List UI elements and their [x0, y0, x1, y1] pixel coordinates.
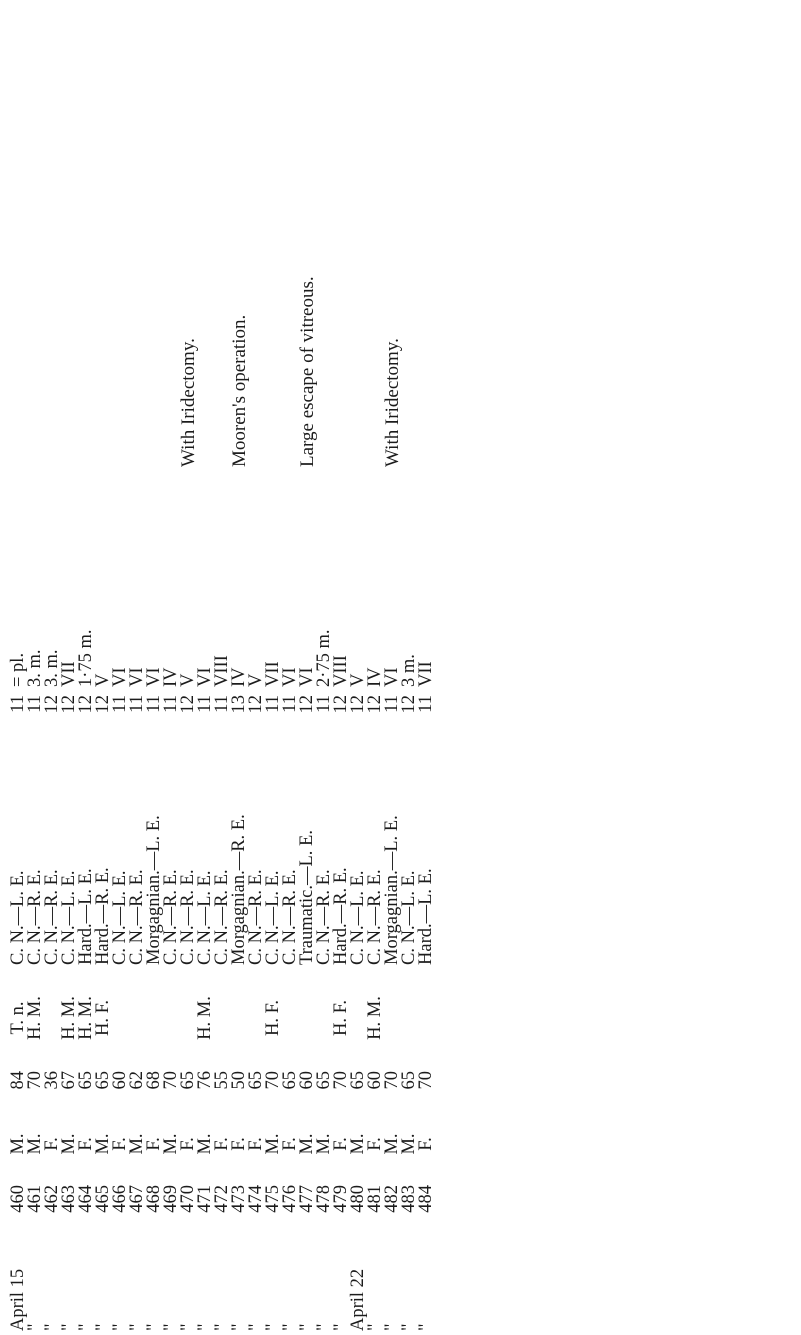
days-cell: 12	[399, 695, 419, 714]
diagnosis-cell: Hard.—L. E.	[416, 868, 436, 965]
remarks-cell: Large escape of vitreous.	[297, 276, 318, 467]
tension-cell	[299, 969, 316, 1067]
tension-cell	[231, 969, 248, 1067]
vision-result-cell: V	[348, 673, 368, 687]
case-number-cell: 476	[280, 1185, 300, 1213]
remarks-cell: With Iridectomy.	[382, 338, 403, 467]
remarks-cell	[350, 0, 367, 471]
diagnosis-cell: C. N.—L. E.	[348, 870, 368, 965]
remarks-cell	[129, 0, 146, 471]
date-cell: "	[399, 1323, 419, 1331]
diagnosis-cell: C. N.—R. E.	[25, 869, 45, 965]
table-row	[163, 0, 180, 1335]
date-cell: "	[110, 1323, 130, 1331]
case-number-cell: 477	[297, 1185, 317, 1213]
sex-cell: M.	[382, 1133, 402, 1155]
case-number-cell: 467	[127, 1185, 147, 1213]
case-number-cell: 460	[8, 1185, 28, 1213]
vision-result-cell: 1·75 m.	[76, 629, 96, 687]
days-cell: 11	[212, 695, 232, 713]
case-number-cell: 463	[59, 1185, 79, 1213]
diagnosis-cell: C. N.—R. E.	[246, 869, 266, 965]
sex-cell: M.	[263, 1133, 283, 1155]
sex-cell: F.	[76, 1137, 96, 1151]
date-cell: "	[76, 1323, 96, 1331]
diagnosis-cell: Morgagnian.—L. E.	[144, 815, 164, 965]
age-cell: 65	[246, 1071, 266, 1090]
diagnosis-cell: C. N.—L. E.	[195, 870, 215, 965]
age-cell: 70	[382, 1071, 402, 1090]
age-cell: 36	[42, 1071, 62, 1090]
sex-cell: M.	[314, 1133, 334, 1155]
age-cell: 65	[314, 1071, 334, 1090]
tension-cell: H. F.	[263, 999, 283, 1037]
remarks-cell	[418, 0, 435, 471]
diagnosis-cell: Hard.—L. E.	[76, 868, 96, 965]
sex-cell: M.	[59, 1133, 79, 1155]
remarks-cell	[333, 0, 350, 471]
date-cell: "	[365, 1323, 385, 1331]
vision-result-cell: IV	[229, 667, 249, 687]
vision-result-cell: VII	[59, 661, 79, 687]
diagnosis-cell: C. N.—R. E.	[161, 869, 181, 965]
sex-cell: F.	[416, 1137, 436, 1151]
days-cell: 11	[110, 695, 130, 713]
diagnosis-cell: C. N.—L. E.	[399, 870, 419, 965]
date-cell: April 15	[8, 1268, 28, 1331]
sex-cell: F.	[110, 1137, 130, 1151]
tension-cell	[401, 969, 418, 1067]
diagnosis-cell: C. N.—R. E.	[42, 869, 62, 965]
days-cell: 11	[314, 695, 334, 713]
diagnosis-cell: Hard.—R. E.	[331, 867, 351, 965]
date-cell: "	[416, 1323, 436, 1331]
diagnosis-cell: C. N.—R. E.	[178, 869, 198, 965]
sex-cell: F.	[144, 1137, 164, 1151]
vision-result-cell: 3. m.	[25, 649, 45, 687]
days-cell: 12	[365, 695, 385, 714]
tension-cell: H. F.	[331, 999, 351, 1037]
sex-cell: F.	[365, 1137, 385, 1151]
sex-cell: M.	[93, 1133, 113, 1155]
tension-cell	[418, 969, 435, 1067]
sex-cell: F.	[331, 1137, 351, 1151]
sex-cell: F.	[229, 1137, 249, 1151]
case-number-cell: 482	[382, 1185, 402, 1213]
date-cell: April 22	[348, 1268, 368, 1331]
age-cell: 67	[59, 1071, 79, 1090]
diagnosis-cell: C. N.—R. E.	[127, 869, 147, 965]
remarks-cell	[112, 0, 129, 471]
days-cell: 13	[229, 695, 249, 714]
diagnosis-cell: Traumatic.—L. E.	[297, 830, 317, 965]
date-cell: "	[212, 1323, 232, 1331]
vision-result-cell: VI	[110, 667, 130, 687]
tension-cell: H. M.	[365, 996, 385, 1040]
remarks-cell: With Iridectomy.	[178, 338, 199, 467]
remarks-cell	[27, 0, 44, 471]
vision-result-cell: VI	[144, 667, 164, 687]
age-cell: 70	[25, 1071, 45, 1090]
days-cell: 11	[416, 695, 436, 713]
case-number-cell: 466	[110, 1185, 130, 1213]
date-cell: "	[161, 1323, 181, 1331]
tension-cell: H. M.	[25, 996, 45, 1040]
date-cell: "	[93, 1323, 113, 1331]
days-cell: 11	[195, 695, 215, 713]
age-cell: 84	[8, 1071, 28, 1090]
days-cell: 12	[93, 695, 113, 714]
diagnosis-cell: C. N.—L. E.	[263, 870, 283, 965]
age-cell: 65	[93, 1071, 113, 1090]
vision-result-cell: 2·75 m.	[314, 629, 334, 687]
remarks-cell	[265, 0, 282, 471]
tension-cell	[214, 969, 231, 1067]
date-cell: "	[144, 1323, 164, 1331]
remarks-cell	[95, 0, 112, 471]
sex-cell: M.	[127, 1133, 147, 1155]
date-cell: "	[229, 1323, 249, 1331]
remarks-cell	[146, 0, 163, 471]
case-number-cell: 474	[246, 1185, 266, 1213]
diagnosis-cell: C. N.—R. E.	[280, 869, 300, 965]
age-cell: 62	[127, 1071, 147, 1090]
tension-cell	[384, 969, 401, 1067]
diagnosis-cell: C. N.—R. E.	[314, 869, 334, 965]
case-number-cell: 475	[263, 1185, 283, 1213]
age-cell: 70	[161, 1071, 181, 1090]
date-cell: "	[42, 1323, 62, 1331]
diagnosis-cell: Hard.—R. E.	[93, 867, 113, 965]
remarks-cell: Mooren's operation.	[229, 314, 250, 467]
vision-result-cell: V	[93, 673, 113, 687]
date-cell: "	[314, 1323, 334, 1331]
days-cell: 12	[59, 695, 79, 714]
age-cell: 68	[144, 1071, 164, 1090]
diagnosis-cell: C. N.—L. E.	[8, 870, 28, 965]
table-row	[418, 0, 435, 1335]
vision-result-cell: VIII	[212, 655, 232, 687]
sex-cell: F.	[246, 1137, 266, 1151]
sex-cell: F.	[42, 1137, 62, 1151]
vision-result-cell: VI	[127, 667, 147, 687]
tension-cell: H. M.	[195, 996, 215, 1040]
case-number-cell: 483	[399, 1185, 419, 1213]
diagnosis-cell: Morgagnian.—R. E.	[229, 814, 249, 965]
case-number-cell: 470	[178, 1185, 198, 1213]
diagnosis-cell: C. N.—L. E.	[110, 870, 130, 965]
age-cell: 65	[178, 1071, 198, 1090]
case-number-cell: 462	[42, 1185, 62, 1213]
sex-cell: M.	[8, 1133, 28, 1155]
days-cell: 11	[8, 695, 28, 713]
vision-result-cell: 3 m.	[399, 654, 419, 687]
age-cell: 60	[365, 1071, 385, 1090]
case-number-cell: 481	[365, 1185, 385, 1213]
days-cell: 12	[297, 695, 317, 714]
tension-cell: H. M.	[59, 996, 79, 1040]
days-cell: 11	[144, 695, 164, 713]
remarks-cell	[78, 0, 95, 471]
table-row	[231, 0, 248, 1335]
tension-cell	[146, 969, 163, 1067]
age-cell: 65	[399, 1071, 419, 1090]
vision-result-cell: IV	[365, 667, 385, 687]
case-number-cell: 478	[314, 1185, 334, 1213]
days-cell: 12	[76, 695, 96, 714]
vision-result-cell: V	[178, 673, 198, 687]
age-cell: 65	[76, 1071, 96, 1090]
tension-cell: T. n.	[8, 1001, 28, 1035]
vision-result-cell: VI	[195, 667, 215, 687]
case-number-cell: 484	[416, 1185, 436, 1213]
vision-result-cell: VI	[382, 667, 402, 687]
age-cell: 50	[229, 1071, 249, 1090]
sex-cell: M.	[195, 1133, 215, 1155]
date-cell: "	[178, 1323, 198, 1331]
diagnosis-cell: C. N.—R. E.	[365, 869, 385, 965]
vision-result-cell: 3. m.	[42, 649, 62, 687]
tension-cell: H. M.	[76, 996, 96, 1040]
date-cell: "	[195, 1323, 215, 1331]
diagnosis-cell: C. N.—L. E.	[59, 870, 79, 965]
vision-result-cell: VII	[263, 661, 283, 687]
case-number-cell: 464	[76, 1185, 96, 1213]
age-cell: 60	[297, 1071, 317, 1090]
cataract-cases-table	[10, 0, 435, 1335]
sex-cell: M.	[399, 1133, 419, 1155]
date-cell: "	[59, 1323, 79, 1331]
vision-result-cell: VIII	[331, 655, 351, 687]
vision-result-cell: VI	[280, 667, 300, 687]
age-cell: 65	[280, 1071, 300, 1090]
remarks-cell	[401, 0, 418, 471]
sex-cell: M.	[297, 1133, 317, 1155]
age-cell: 65	[348, 1071, 368, 1090]
sex-cell: F.	[212, 1137, 232, 1151]
date-cell: "	[263, 1323, 283, 1331]
sex-cell: M.	[348, 1133, 368, 1155]
date-cell: "	[297, 1323, 317, 1331]
date-cell: "	[382, 1323, 402, 1331]
vision-result-cell: = pl.	[8, 652, 28, 687]
diagnosis-cell: Morgagnian.—L. E.	[382, 815, 402, 965]
remarks-cell	[61, 0, 78, 471]
date-cell: "	[331, 1323, 351, 1331]
age-cell: 60	[110, 1071, 130, 1090]
days-cell: 12	[348, 695, 368, 714]
days-cell: 11	[263, 695, 283, 713]
remarks-cell	[44, 0, 61, 471]
case-number-cell: 473	[229, 1185, 249, 1213]
days-cell: 12	[178, 695, 198, 714]
days-cell: 11	[25, 695, 45, 713]
tension-cell	[129, 969, 146, 1067]
days-cell: 11	[382, 695, 402, 713]
age-cell: 55	[212, 1071, 232, 1090]
date-cell: "	[280, 1323, 300, 1331]
case-rows	[10, 0, 435, 1335]
age-cell: 70	[416, 1071, 436, 1090]
age-cell: 70	[331, 1071, 351, 1090]
case-number-cell: 465	[93, 1185, 113, 1213]
sex-cell: M.	[25, 1133, 45, 1155]
tension-cell	[163, 969, 180, 1067]
sex-cell: F.	[178, 1137, 198, 1151]
tension-cell	[112, 969, 129, 1067]
vision-result-cell: VII	[416, 661, 436, 687]
sex-cell: F.	[280, 1137, 300, 1151]
vision-result-cell: IV	[161, 667, 181, 687]
date-cell: "	[246, 1323, 266, 1331]
case-number-cell: 461	[25, 1185, 45, 1213]
days-cell: 11	[127, 695, 147, 713]
date-cell: "	[127, 1323, 147, 1331]
vision-result-cell: VI	[297, 667, 317, 687]
days-cell: 12	[331, 695, 351, 714]
diagnosis-cell: C. N.—R. E.	[212, 869, 232, 965]
case-number-cell: 471	[195, 1185, 215, 1213]
case-number-cell: 469	[161, 1185, 181, 1213]
remarks-cell	[10, 0, 27, 471]
days-cell: 12	[246, 695, 266, 714]
remarks-cell	[248, 0, 265, 471]
age-cell: 76	[195, 1071, 215, 1090]
case-number-cell: 479	[331, 1185, 351, 1213]
days-cell: 12	[42, 695, 62, 714]
tension-cell: H. F.	[93, 999, 113, 1037]
age-cell: 70	[263, 1071, 283, 1090]
remarks-cell	[316, 0, 333, 471]
case-number-cell: 468	[144, 1185, 164, 1213]
days-cell: 11	[280, 695, 300, 713]
vision-result-cell: V	[246, 673, 266, 687]
days-cell: 11	[161, 695, 181, 713]
remarks-cell	[197, 0, 214, 471]
date-cell: "	[25, 1323, 45, 1331]
tension-cell	[282, 969, 299, 1067]
case-number-cell: 480	[348, 1185, 368, 1213]
case-number-cell: 472	[212, 1185, 232, 1213]
sex-cell: M.	[161, 1133, 181, 1155]
